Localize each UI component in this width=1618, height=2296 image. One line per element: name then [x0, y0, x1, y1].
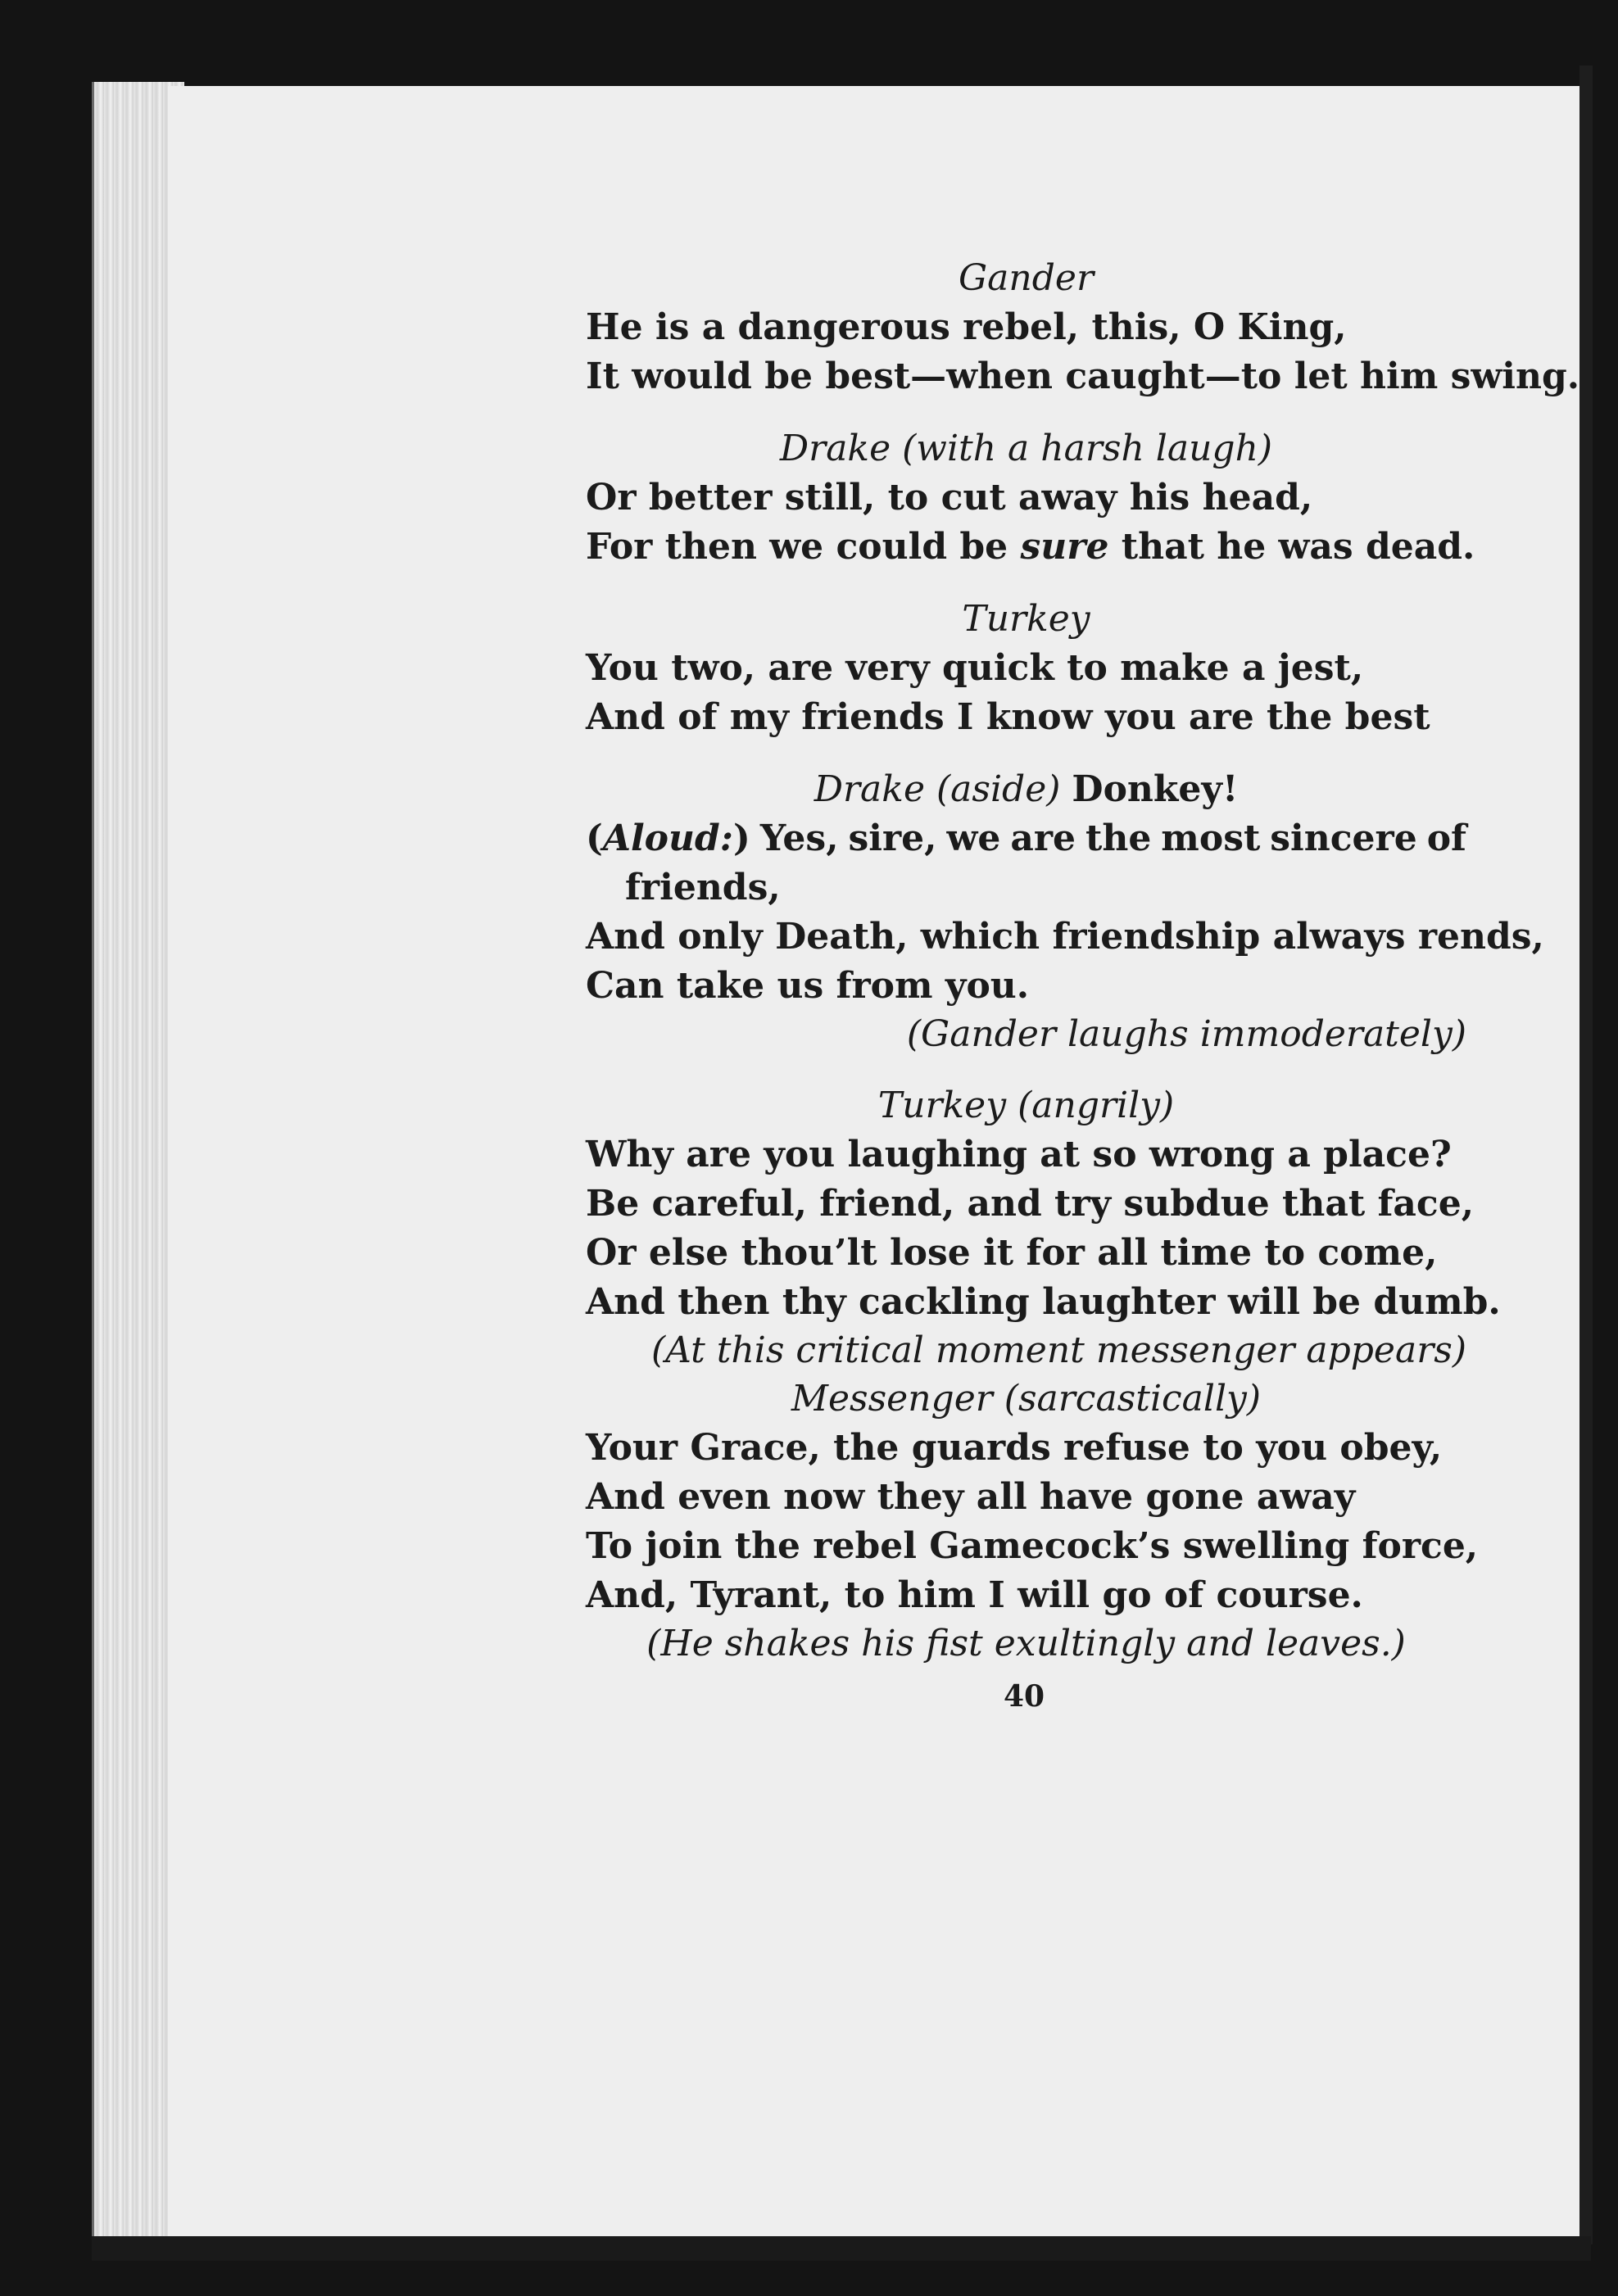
verse-line: Or else thou’lt lose it for all time to come, — [586, 1232, 1438, 1274]
aside-word: Donkey! — [1072, 768, 1239, 810]
speaker-heading — [586, 424, 1466, 473]
verse-line: You two, are very quick to make a jest, — [586, 647, 1364, 689]
word: of — [1426, 817, 1466, 859]
verse-line: And then thy cackling laughter will be dumb. — [586, 1281, 1501, 1323]
verse-line: Your Grace, the guards refuse to you obey, — [586, 1427, 1443, 1469]
stage-direction: (angrily) — [1017, 1085, 1175, 1126]
stage-direction: (Gander laughs immoderately) — [906, 1013, 1466, 1055]
stage-direction: (with a harsh laugh) — [902, 428, 1273, 469]
verse-line: Be careful, friend, and try subdue that face, — [586, 1183, 1475, 1225]
speaker-name: Drake — [814, 768, 925, 810]
verse-line: Why are you laughing at so wrong a place? — [586, 1134, 1452, 1175]
stage-direction: (sarcastically) — [1004, 1378, 1262, 1420]
speaker-heading — [586, 1081, 1466, 1130]
bottom-shadow — [92, 2236, 1591, 2261]
verse-line: And of my friends I know you are the best — [586, 696, 1430, 738]
aloud-marker — [586, 814, 750, 863]
speaker-name: Turkey — [962, 598, 1090, 640]
play-text — [586, 254, 1580, 1668]
verse-line: Or better still, to cut away his head, — [586, 477, 1313, 519]
aloud-label: Aloud: — [602, 817, 734, 859]
verse-line-continuation: friends, — [625, 867, 781, 908]
word: are — [1010, 817, 1076, 859]
stanza-gap — [586, 401, 1466, 424]
speaker-name: Gander — [959, 257, 1094, 299]
speaker-name: Messenger — [791, 1378, 993, 1420]
stage-direction: (He shakes his fist exultingly and leaves.) — [646, 1623, 1406, 1664]
paren: ) — [733, 817, 750, 859]
verse-fragment: For then we could be — [586, 526, 1021, 568]
stanza-gap — [586, 1058, 1466, 1081]
verse-line: To join the rebel Gamecock’s swelling force, — [586, 1525, 1479, 1567]
word: Yes, — [759, 817, 839, 859]
verse-line — [586, 814, 1466, 863]
speaker-heading — [586, 1374, 1466, 1424]
page-number: 40 — [1003, 1679, 1045, 1714]
emphasis: sure — [1020, 526, 1109, 568]
speaker-heading — [586, 254, 1466, 303]
speaker-name: Drake — [779, 428, 891, 469]
verse-line: And even now they all have gone away — [586, 1476, 1356, 1518]
binding-edge — [1579, 66, 1593, 2244]
verse-line: It would be best—when caught—to let him swing. — [586, 355, 1580, 397]
verse-fragment: that he was dead. — [1108, 526, 1475, 568]
word: most — [1161, 817, 1261, 859]
speaker-name: Turkey — [877, 1085, 1007, 1126]
speaker-heading — [586, 765, 1466, 814]
word: the — [1085, 817, 1152, 859]
verse-line — [586, 523, 1475, 572]
verse-line: And only Death, which friendship always rends, — [586, 916, 1544, 958]
word: sincere — [1270, 817, 1417, 859]
stage-direction: (At this critical moment messenger appears) — [650, 1329, 1466, 1371]
word: sire, — [848, 817, 937, 859]
word: we — [946, 817, 1001, 859]
stanza-gap — [586, 572, 1466, 595]
stanza-gap — [586, 742, 1466, 765]
speaker-heading — [586, 595, 1466, 644]
stage-direction: (aside) — [936, 768, 1061, 810]
paren: ( — [586, 817, 603, 859]
verse-line: And, Tyrant, to him I will go of course. — [586, 1574, 1363, 1616]
verse-line: He is a dangerous rebel, this, O King, — [586, 306, 1347, 348]
verse-line: Can take us from you. — [586, 965, 1030, 1007]
